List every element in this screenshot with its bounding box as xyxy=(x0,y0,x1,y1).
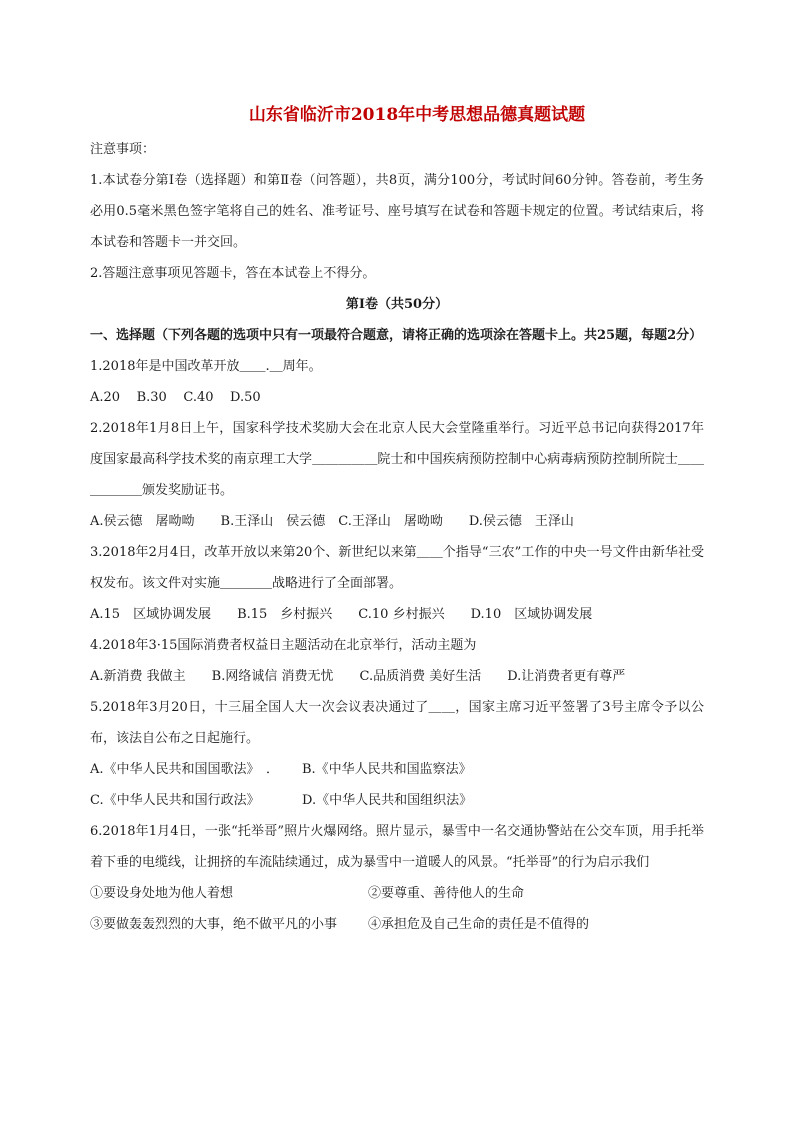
question-6-statement-1: ①要设身处地为他人着想 xyxy=(90,886,234,901)
section-instruction: 一、选择题（下列各题的选项中只有一项最符合题意，请将正确的选项涂在答题卡上。共25题，每题2分） xyxy=(90,328,703,343)
question-5-options-row-2 xyxy=(90,785,704,816)
question-6-statement-2: ②要尊重、善待他人的生命 xyxy=(368,886,525,901)
question-2-options xyxy=(90,506,704,537)
question-2-stem: 2.2018年1月8日上午，国家科学技术奖励大会在北京人民大会堂隆重举行。习近平总书记向获得2017年度国家最高科学技术奖的南京理工大学＿＿＿＿＿院士和中国疾病预防控制中心病毒病预防控制所院士＿＿＿＿＿＿颁发奖励证书。 xyxy=(90,421,704,498)
notice-item-2: 2.答题注意事项见答题卡，答在本试卷上不得分。 xyxy=(90,266,376,281)
question-4-stem: 4.2018年3·15国际消费者权益日主题活动在北京举行，活动主题为 xyxy=(90,638,477,653)
question-5-options-row-1 xyxy=(90,754,704,785)
question-2-options-text: A.侯云德 屠呦呦 B.王泽山 侯云德 C.王泽山 屠呦呦 D.侯云德 王泽山 xyxy=(90,514,574,529)
question-6-statement-3: ③要做轰轰烈烈的大事，绝不做平凡的小事 xyxy=(90,917,338,932)
page-title: 山东省临沂市2018年中考思想品德真题试题 xyxy=(248,105,586,125)
question-1-options-text: A.20 B.30 C.40 D.50 xyxy=(90,390,261,405)
question-6-statement-4: ④承担危及自己生命的责任是不值得的 xyxy=(368,917,590,932)
question-3-options xyxy=(90,599,704,630)
question-6-statements-row-2 xyxy=(90,909,704,940)
question-5-option-c: C.《中华人民共和国行政法》 xyxy=(90,793,280,808)
question-3-options-text: A.15 区域协调发展 B.15 乡村振兴 C.10 乡村振兴 D.10 区域协调发展 xyxy=(90,607,593,622)
question-3-stem: 3.2018年2月4日，改革开放以来第20个、新世纪以来第＿＿个指导“三农”工作的中央一号文件由新华社受权发布。该文件对实施＿＿＿＿战略进行了全面部署。 xyxy=(90,545,704,591)
question-6-stem: 6.2018年1月4日，一张“托举哥”照片火爆网络。照片显示，暴雪中一名交通协警站在公交车顶，用手托举着下垂的电缆线，让拥挤的车流陆续通过，成为暴雪中一道暖人的风景。“托举哥”的行为启示我们 xyxy=(90,824,704,870)
question-1-options xyxy=(90,382,704,413)
exam-page xyxy=(90,100,704,940)
question-5-option-b: B.《中华人民共和国监察法》 xyxy=(302,762,472,777)
question-4-options xyxy=(90,661,704,692)
notice-heading: 注意事项： xyxy=(90,142,156,157)
question-5-option-d: D.《中华人民共和国组织法》 xyxy=(302,793,473,808)
notice-item-1: 1.本试卷分第Ⅰ卷（选择题）和第Ⅱ卷（问答题），共8页，满分100分，考试时间60分钟。答卷前，考生务必用0.5毫米黑色签字笔将自己的姓名、准考证号、座号填写在试卷和答题卡规定的位置。考试结束后，将本试卷和答题卡一并交回。 xyxy=(90,173,704,250)
question-5-option-a: A.《中华人民共和国国歌法》 ． xyxy=(90,762,280,777)
question-1-stem: 1.2018年是中国改革开放＿＿.＿周年。 xyxy=(90,359,322,374)
section-title: 第Ⅰ卷（共50分） xyxy=(345,297,449,312)
question-6-statements-row-1 xyxy=(90,878,704,909)
question-5-stem: 5.2018年3月20日，十三届全国人大一次会议表决通过了＿＿，国家主席习近平签署了3号主席令予以公布，该法自公布之日起施行。 xyxy=(90,700,704,746)
question-4-options-text: A.新消费 我做主 B.网络诚信 消费无忧 C.品质消费 美好生活 D.让消费者更有尊严 xyxy=(90,669,626,684)
